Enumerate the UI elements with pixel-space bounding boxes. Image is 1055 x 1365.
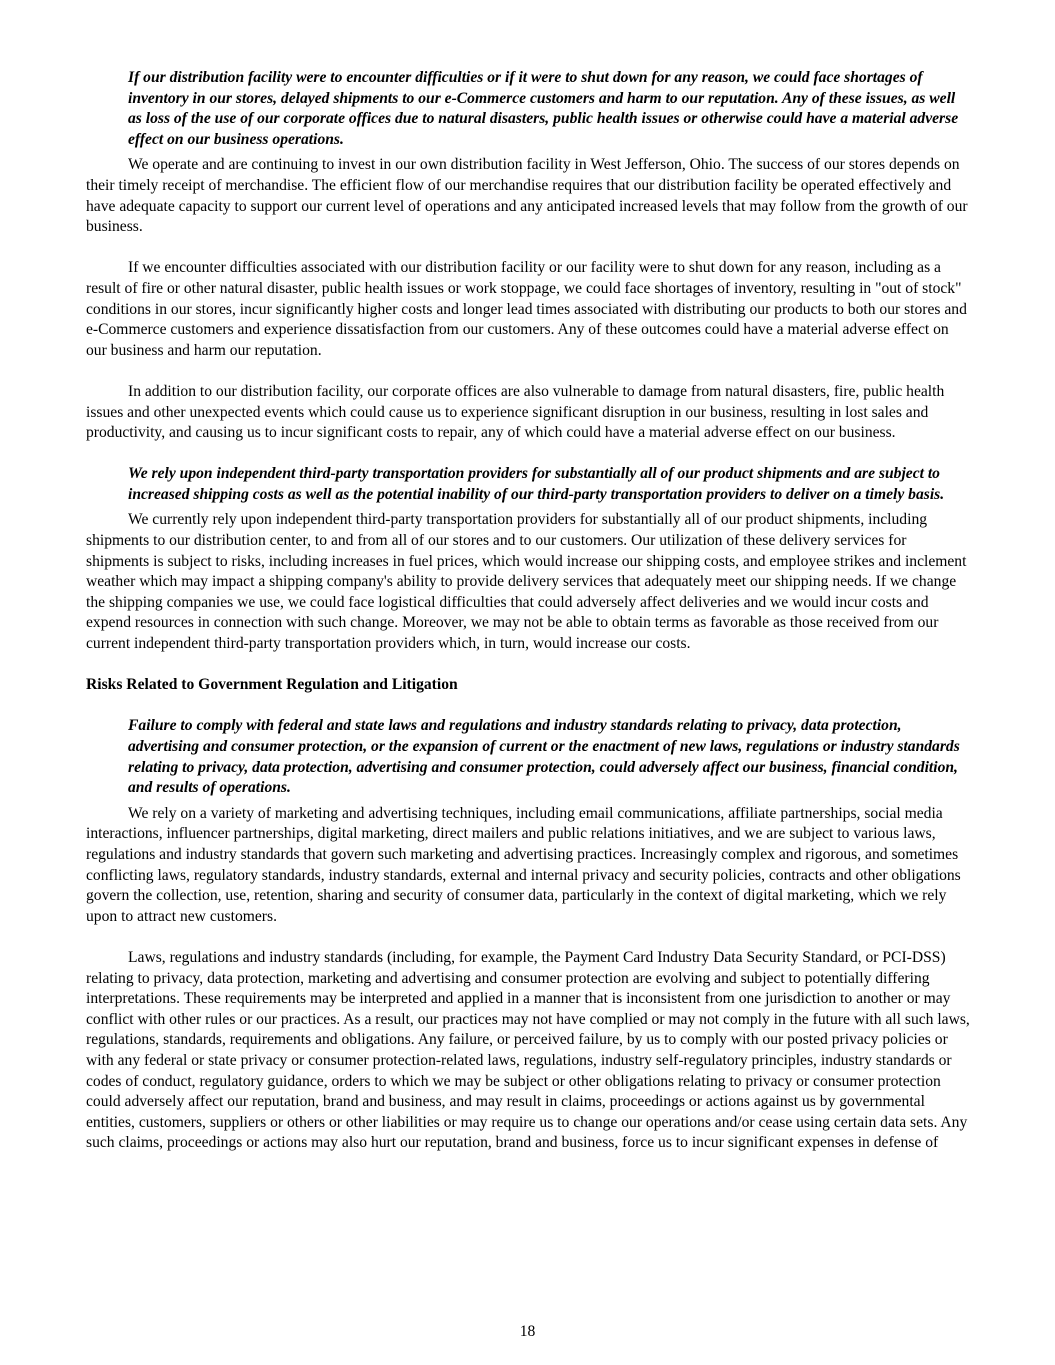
paragraph-distribution-facility: We operate and are continuing to invest in our own distribution facility in West Jefferson, Ohio. The success of our stores depends on their timely receipt of merchandise. The efficient flow of our merchandise requires that our distribution facility be operated effectively and have adequate capacity to support our current level of operations and any anticipated increased levels that may follow from the growth of our business. xyxy=(86,156,968,236)
paragraph-corporate-offices: In addition to our distribution facility, our corporate offices are also vulnerable to damage from natural disasters, fire, public health issues and other unexpected events which could cause us to experience significant disruption in our business, resulting in lost sales and productivity, and causing us to incur significant costs to repair, any of which could have a material adverse effect on our business. xyxy=(86,382,945,442)
spacer xyxy=(86,444,970,465)
paragraph-facility-difficulties: If we encounter difficulties associated with our distribution facility or our facility were to shut down for any reason, including as a result of fire or other natural disaster, public health issues or work stoppage, we could face shortages of inventory, resulting in "out of stock" conditions in our stores, incur significantly higher costs and longer lead times associated with distributing our products to both our stores and e-Commerce customers and experience dissatisfaction from our customers. Any of these outcomes could have a material adverse effect on our business and harm our reputation. xyxy=(86,259,967,359)
paragraph-transportation: We currently rely upon independent third-party transportation providers for substantially all of our product shipments, including shipments to our distribution center, to and from all of our stores and to our customers. Our utilization of these delivery services for shipments is subject to risks, including increases in fuel prices, which would increase our shipping costs, and employee strikes and inclement weather which may impact a shipping company's ability to provide delivery services that adequately meet our shipping needs. If we change the shipping companies we use, we could face logistical difficulties that could adversely affect deliveries and we would incur costs and expend resources in connection with such change. Moreover, we may not be able to obtain terms as favorable as those received from our current independent third-party transportation providers which, in turn, would increase our costs. xyxy=(86,511,967,653)
spacer xyxy=(86,238,970,259)
spacer xyxy=(86,696,970,717)
risk-heading-distribution-facility: If our distribution facility were to encounter difficulties or if it were to shut down for any reason, we could face shortages of inventory in our stores, delayed shipments to our e-Commerce customers and harm to our reputation. Any of these issues, as well as loss of the use of our corporate offices due to natural disasters, public health issues or otherwise could have a material adverse effect on our business operations. xyxy=(128,69,959,148)
spacer xyxy=(86,655,970,676)
section-heading-government-regulation: Risks Related to Government Regulation and Litigation xyxy=(86,676,458,694)
spacer xyxy=(86,361,970,382)
document-page xyxy=(86,68,970,1154)
spacer xyxy=(86,927,970,948)
page-number: 18 xyxy=(519,1323,536,1340)
risk-heading-transportation: We rely upon independent third-party transportation providers for substantially all of our product shipments and are subject to increased shipping costs as well as the potential inability of our third-party transportation providers to deliver on a timely basis. xyxy=(128,465,945,503)
risk-heading-privacy-compliance: Failure to comply with federal and state laws and regulations and industry standards relating to privacy, data protection, advertising and consumer protection, or the expansion of current or the enactment of new laws, regulations or industry standards relating to privacy, data protection, advertising and consumer protection, could adversely affect our business, financial condition, and results of operations. xyxy=(128,717,960,797)
paragraph-laws-regulations: Laws, regulations and industry standards (including, for example, the Payment Card Industry Data Security Standard, or PCI-DSS) relating to privacy, data protection, marketing and advertising and consumer protection are evolving and subject to potentially differing interpretations. These requirements may be interpreted and applied in a manner that is inconsistent from one jurisdiction to another or may conflict with other rules or our practices. As a result, our practices may not have complied or may not comply in the future with all such laws, regulations, standards, requirements and obligations. Any failure, or perceived failure, by us to comply with our posted privacy policies or with any federal or state privacy or consumer protection-related laws, regulations, industry self-regulatory principles, industry standards or codes of conduct, regulatory guidance, orders to which we may be subject or other obligations relating to privacy or consumer protection could adversely affect our reputation, brand and business, and may result in claims, proceedings or actions against us by governmental entities, customers, suppliers or others or other liabilities or may require us to change our operations and/or cease using certain data sets. Any such claims, proceedings or actions may also hurt our reputation, brand and business, force us to incur significant expenses in defense of xyxy=(86,948,970,1152)
paragraph-marketing-techniques: We rely on a variety of marketing and advertising techniques, including email communications, affiliate partnerships, social media interactions, influencer partnerships, digital marketing, direct mailers and public relations initiatives, and we are subject to various laws, regulations and industry standards that govern such marketing and advertising practices. Increasingly complex and rigorous, and sometimes conflicting laws, regulatory standards, industry standards, external and internal privacy and security policies, contracts and other obligations govern the collection, use, retention, sharing and security of consumer data, particularly in the context of digital marketing, which we rely upon to attract new customers. xyxy=(86,804,961,925)
